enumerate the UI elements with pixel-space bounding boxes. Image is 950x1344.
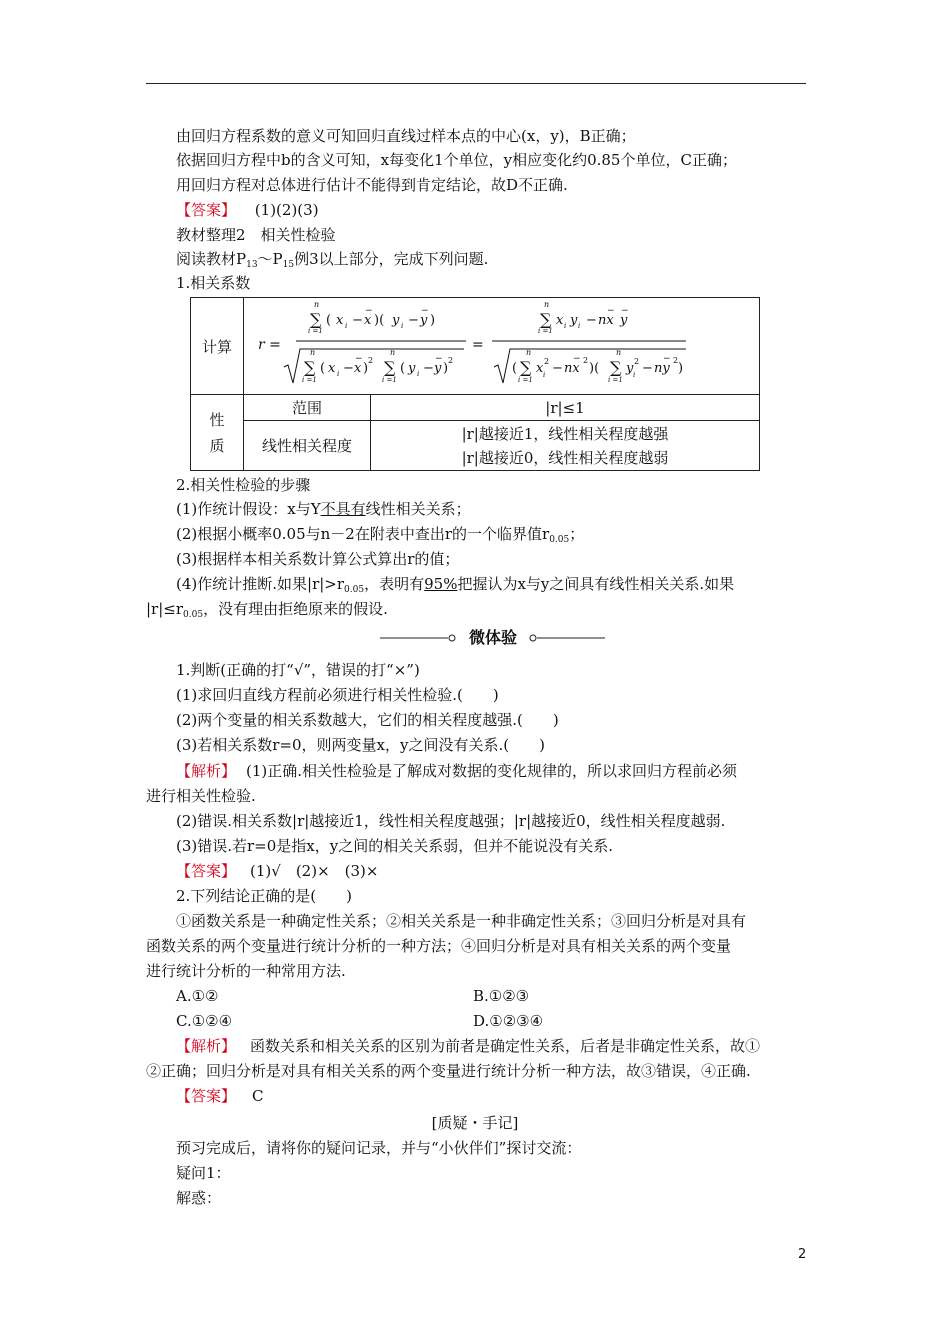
svg-text:∑: ∑ <box>520 357 532 377</box>
svg-text:2: 2 <box>448 355 454 365</box>
step-4-c: 把握认为x与y之间具有线性相关关系.如果 <box>457 575 735 593</box>
svg-text:nx: nx <box>598 312 614 328</box>
step-2 <box>176 524 584 550</box>
svg-text:n: n <box>314 299 320 309</box>
svg-text:−: − <box>355 353 363 364</box>
q1-analysis-2: (2)错误.相关系数|r|越接近1，线性相关程度越强；|r|越接近0，线性相关程度越弱. <box>176 812 726 830</box>
answer-tag: 【答案】 <box>176 1087 237 1105</box>
q1-analysis-3: (3)错误.若r=0是指x，y之间的相关关系弱，但并不能说没有关系. <box>176 837 614 855</box>
svg-text:): ) <box>443 360 449 376</box>
analysis-tag: 【解析】 <box>176 762 237 780</box>
reading-pre: 阅读教材P <box>176 250 247 268</box>
intro-line-1: 由回归方程系数的意义可知回归直线过样本点的中心(x，y)，B正确； <box>176 127 636 145</box>
svg-text:−: − <box>421 305 429 316</box>
q1-item-1: (1)求回归直线方程前必须进行相关性检验.( ) <box>176 686 499 704</box>
svg-text:(: ( <box>400 360 406 376</box>
svg-text:∑: ∑ <box>310 309 322 329</box>
step-4-sub-2: 0.05 <box>183 610 204 620</box>
range-label-cell <box>244 395 371 421</box>
intro-line-2: 依据回归方程中b的含义可知，x每变化1个单位，y相应变化约0.85个单位，C正确； <box>176 151 737 169</box>
heading-correlation-coefficient: 1.相关系数 <box>176 274 251 292</box>
q1-item-2: (2)两个变量的相关系数越大，它们的相关程度越强.( ) <box>176 711 559 729</box>
degree-label: 线性相关程度 <box>261 437 352 455</box>
svg-text:i: i <box>401 321 404 330</box>
q2-analysis-2: ②正确；回归分析是对具有相关关系的两个变量进行统计分析一种方法，故③错误，④正确. <box>146 1062 751 1080</box>
q2-option-d: D.①②③④ <box>473 1012 544 1030</box>
q1-title: 1.判断(正确的打“√”，错误的打“×”) <box>176 661 420 679</box>
q1-analysis-1 <box>176 761 737 781</box>
svg-text:): ) <box>363 360 369 376</box>
svg-text:i =1: i =1 <box>538 326 553 335</box>
step-4 <box>176 574 734 600</box>
svg-text:x: x <box>556 312 564 328</box>
svg-text:i: i <box>543 370 546 379</box>
degree-value-cell <box>371 421 760 471</box>
reading-instruction <box>176 249 488 275</box>
step-1-underline: 不具有 <box>320 500 366 518</box>
svg-text:)(: )( <box>374 312 385 328</box>
svg-text:i: i <box>345 321 348 330</box>
svg-text:i =1: i =1 <box>518 375 533 384</box>
svg-text:(: ( <box>326 312 332 328</box>
svg-text:n: n <box>616 347 622 357</box>
section-title: 教材整理2 相关性检验 <box>176 226 336 244</box>
svg-text:i: i <box>337 369 340 378</box>
svg-text:i =1: i =1 <box>608 375 623 384</box>
svg-text:−: − <box>365 305 373 316</box>
svg-text:y: y <box>620 312 628 328</box>
q2-body-3: 进行统计分析的一种常用方法. <box>146 962 346 980</box>
svg-text:(: ( <box>320 360 326 376</box>
svg-text:=: = <box>472 336 484 353</box>
q2-body-1: ①函数关系是一种确定性关系；②相关关系是一种非确定性关系；③回归分析是对具有 <box>176 912 747 930</box>
step-4-e: ，没有理由拒绝原来的假设. <box>203 600 388 618</box>
answer-1 <box>176 200 319 220</box>
svg-text:2: 2 <box>634 356 640 366</box>
answer-text: (1)(2)(3) <box>254 201 319 219</box>
svg-text:2: 2 <box>544 356 550 366</box>
step-4-b: ，表明有 <box>364 575 425 593</box>
degree-value-strong: |r|越接近1，线性相关程度越强 <box>461 424 669 443</box>
calc-label: 计算 <box>201 337 232 356</box>
step-1 <box>176 499 471 519</box>
banner-title: 微体验 <box>468 628 517 647</box>
svg-text:2: 2 <box>583 355 589 365</box>
svg-text:−: − <box>607 305 615 316</box>
notes-line-1: 预习完成后，请将你的疑问记录，并与“小伙伴们”探讨交流： <box>176 1139 582 1157</box>
svg-text:i: i <box>578 321 581 330</box>
correlation-formula <box>244 299 759 394</box>
formula-svg <box>244 299 759 394</box>
svg-text:y: y <box>434 360 442 376</box>
step-1-a: (1)作统计假设：x与Y <box>176 500 321 518</box>
reading-sub-2: 15 <box>282 260 295 270</box>
svg-text:): ) <box>678 360 684 376</box>
step-4-d: |r|≤r <box>146 600 184 618</box>
svg-text:i: i <box>417 369 420 378</box>
q2-option-c: C.①②④ <box>176 1012 233 1030</box>
q2-answer-text: C <box>252 1087 264 1105</box>
range-label: 范围 <box>291 399 322 417</box>
step-1-b: 线性相关关系； <box>365 500 471 518</box>
q1-answer <box>176 861 378 881</box>
degree-label-cell <box>244 421 371 471</box>
svg-text:∑: ∑ <box>384 357 396 377</box>
q2-analysis-1 <box>176 1036 760 1056</box>
notes-question: 疑问1： <box>176 1164 231 1182</box>
svg-text:y: y <box>570 312 578 328</box>
svg-text:−: − <box>573 353 581 364</box>
step-4-sub: 0.05 <box>344 585 365 595</box>
page-number: 2 <box>798 1247 807 1262</box>
q2-option-b: B.①②③ <box>473 987 530 1005</box>
svg-text:x: x <box>336 312 344 328</box>
micro-experience-banner <box>380 627 605 649</box>
svg-text:)(: )( <box>589 360 600 376</box>
q2-title: 2.下列结论正确的是( ) <box>176 887 353 905</box>
formula-r-label: r = <box>258 336 281 353</box>
svg-text:n: n <box>544 299 550 309</box>
analysis-tag: 【解析】 <box>176 1037 237 1055</box>
range-value: |r|≤1 <box>545 398 585 417</box>
svg-text:y: y <box>626 360 634 376</box>
svg-text:n: n <box>310 347 316 357</box>
heading-test-steps: 2.相关性检验的步骤 <box>176 476 311 494</box>
svg-text:2: 2 <box>673 355 679 365</box>
step-2-a: (2)根据小概率0.05与n－2在附表中查出r的一个临界值r <box>176 525 550 543</box>
step-4-cont <box>146 599 388 625</box>
step-4-a: (4)作统计推断.如果|r|>r <box>176 575 345 593</box>
svg-text:n: n <box>390 347 396 357</box>
svg-text:−: − <box>642 360 653 376</box>
range-value-cell <box>371 395 760 421</box>
q2-body-2: 函数关系的两个变量进行统计分析的一种方法；④回归分析是对具有相关关系的两个变量 <box>146 937 732 955</box>
notes-answer: 解惑： <box>176 1189 222 1207</box>
q1-analysis-text-1: (1)正确.相关性检验是了解成对数据的变化规律的，所以求回归方程前必须 <box>246 762 738 780</box>
svg-text:−: − <box>352 312 363 328</box>
svg-text:): ) <box>430 312 436 328</box>
svg-text:i: i <box>633 370 636 379</box>
svg-text:i: i <box>564 321 567 330</box>
svg-text:−: − <box>663 353 671 364</box>
reading-mid: ～P <box>257 250 283 268</box>
svg-text:∑: ∑ <box>540 309 552 329</box>
svg-text:∑: ∑ <box>304 357 316 377</box>
svg-text:ny: ny <box>654 360 670 376</box>
svg-text:x: x <box>328 360 336 376</box>
header-rule <box>146 83 806 84</box>
svg-text:x: x <box>354 360 362 376</box>
property-label-1: 性 <box>209 410 225 429</box>
notes-title: [质疑・手记] <box>431 1114 519 1132</box>
property-label-2: 质 <box>209 436 225 455</box>
svg-text:(: ( <box>512 360 518 376</box>
answer-tag: 【答案】 <box>176 862 237 880</box>
q1-item-3: (3)若相关系数r=0，则两变量x，y之间没有关系.( ) <box>176 736 545 754</box>
q1-answer-text: (1)√ (2)× (3)× <box>250 862 379 880</box>
svg-text:nx: nx <box>564 360 580 376</box>
svg-text:−: − <box>343 360 354 376</box>
step-3: (3)根据样本相关系数计算公式算出r的值； <box>176 550 460 568</box>
formula-cell <box>244 298 760 395</box>
reading-post: 例3以上部分，完成下列问题. <box>294 250 489 268</box>
q2-analysis-text-1: 函数关系和相关关系的区别为前者是确定性关系，后者是非确定性关系，故① <box>250 1037 761 1055</box>
property-label-cell <box>191 395 244 471</box>
svg-text:i =1: i =1 <box>302 375 317 384</box>
svg-text:−: − <box>552 360 563 376</box>
svg-text:i =1: i =1 <box>308 326 323 335</box>
intro-line-3: 用回归方程对总体进行估计不能得到肯定结论，故D不正确. <box>176 176 568 194</box>
step-2-b: ； <box>569 525 585 543</box>
svg-text:−: − <box>423 360 434 376</box>
svg-text:y: y <box>420 312 428 328</box>
svg-text:x: x <box>536 360 544 376</box>
step-2-sub: 0.05 <box>549 535 570 545</box>
q1-analysis-1b: 进行相关性检验. <box>146 787 256 805</box>
calc-label-cell <box>191 298 244 395</box>
correlation-table <box>190 297 760 471</box>
svg-text:n: n <box>526 347 532 357</box>
q2-option-a: A.①② <box>176 987 219 1005</box>
svg-text:x: x <box>364 312 372 328</box>
svg-text:y: y <box>392 312 400 328</box>
svg-text:2: 2 <box>368 355 374 365</box>
svg-text:y: y <box>408 360 416 376</box>
svg-text:∑: ∑ <box>610 357 622 377</box>
reading-sub-1: 13 <box>246 260 258 270</box>
svg-text:−: − <box>408 312 419 328</box>
svg-text:i =1: i =1 <box>382 375 397 384</box>
svg-text:−: − <box>621 305 629 316</box>
step-4-underline: 95% <box>424 575 458 593</box>
svg-text:−: − <box>435 353 443 364</box>
answer-tag: 【答案】 <box>176 201 237 219</box>
q2-answer <box>176 1086 264 1106</box>
degree-value-weak: |r|越接近0，线性相关程度越弱 <box>461 448 669 467</box>
svg-text:−: − <box>586 312 597 328</box>
